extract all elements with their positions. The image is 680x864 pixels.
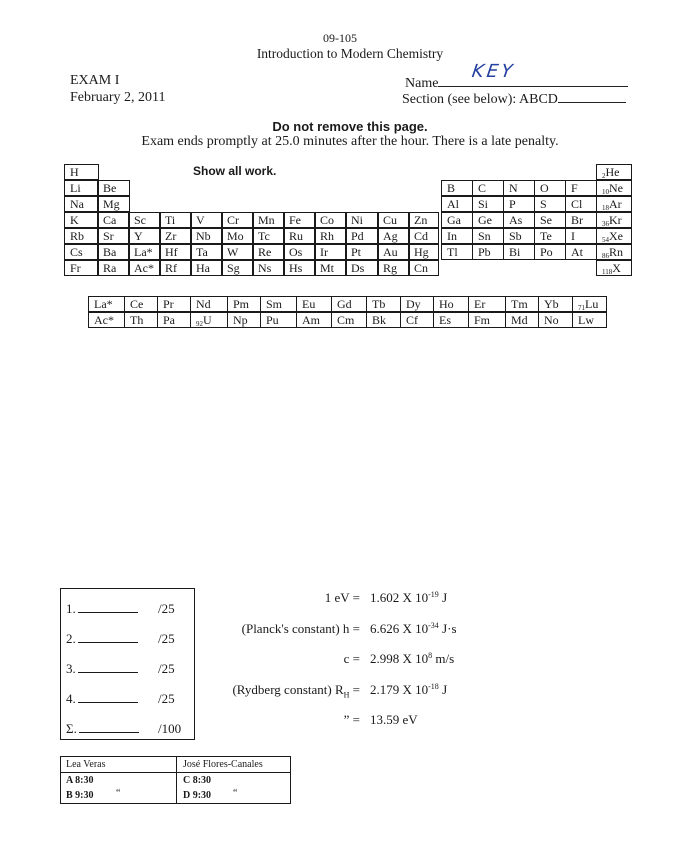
section-b: B 9:30 <box>66 790 94 801</box>
element-cell-gd: Gd <box>331 296 367 312</box>
element-cell-mg: Mg <box>97 196 130 212</box>
element-cell-ce: Ce <box>124 296 158 312</box>
element-cell-tl: Tl <box>441 244 473 260</box>
element-cell-cf: Cf <box>400 312 434 328</box>
element-cell-71lu: $_{71}$Lu <box>572 296 607 312</box>
element-cell-tc: Tc <box>252 228 285 244</box>
element-cell-sc: Sc <box>128 212 161 228</box>
element-cell-nb: Nb <box>190 228 223 244</box>
element-cell-te: Te <box>534 228 566 244</box>
score-label: 3. <box>66 661 76 676</box>
element-cell-cu: Cu <box>377 212 410 228</box>
element-cell-ac: Ac* <box>88 312 125 328</box>
element-cell-pu: Pu <box>260 312 297 328</box>
element-cell-in: In <box>441 228 473 244</box>
element-cell-mt: Mt <box>314 260 347 276</box>
element-cell-hs: Hs <box>283 260 316 276</box>
element-cell-cm: Cm <box>331 312 367 328</box>
element-cell-h: H <box>64 164 99 180</box>
element-cell-br: Br <box>565 212 597 228</box>
element-cell-sb: Sb <box>503 228 535 244</box>
element-cell-k: K <box>64 212 99 228</box>
element-cell-rb: Rb <box>64 228 99 244</box>
element-cell-ac: Ac* <box>128 260 161 276</box>
ditto-mark-1: “ <box>116 788 121 799</box>
element-cell-bk: Bk <box>366 312 401 328</box>
score-points: /25 <box>158 691 175 706</box>
element-cell-fe: Fe <box>283 212 316 228</box>
sections-box <box>60 756 291 804</box>
section-a: A 8:30 <box>66 775 94 786</box>
element-cell-tb: Tb <box>366 296 401 312</box>
element-cell-al: Al <box>441 196 473 212</box>
element-cell-se: Se <box>534 212 566 228</box>
element-cell-li: Li <box>64 180 99 196</box>
element-cell-ca: Ca <box>97 212 130 228</box>
constant-label: 1 eV = <box>324 590 360 605</box>
constant-label: ” = <box>343 712 360 727</box>
element-cell-th: Th <box>124 312 158 328</box>
element-cell-pd: Pd <box>345 228 379 244</box>
element-cell-sg: Sg <box>221 260 254 276</box>
constant-value: 2.179 X $10^{-18}$ J <box>370 682 448 697</box>
element-cell-pb: Pb <box>472 244 504 260</box>
instructor-2: José Flores-Canales <box>183 759 263 770</box>
element-cell-c: C <box>472 180 504 196</box>
element-cell-hf: Hf <box>159 244 192 260</box>
element-cell-hg: Hg <box>408 244 439 260</box>
element-cell-ta: Ta <box>190 244 223 260</box>
element-cell-sn: Sn <box>472 228 504 244</box>
element-cell-la: La* <box>128 244 161 260</box>
element-cell-re: Re <box>252 244 285 260</box>
element-cell-ir: Ir <box>314 244 347 260</box>
element-cell-be: Be <box>97 180 130 196</box>
element-cell-dy: Dy <box>400 296 434 312</box>
element-cell-ni: Ni <box>345 212 379 228</box>
element-cell-ha: Ha <box>190 260 223 276</box>
constant-label: (Planck's constant) h = <box>241 621 360 636</box>
course-code: 09-105 <box>323 31 357 45</box>
constant-label: c = <box>343 651 360 666</box>
element-cell-am: Am <box>296 312 332 328</box>
element-cell-pr: Pr <box>157 296 191 312</box>
score-points: /25 <box>158 661 175 676</box>
element-cell-na: Na <box>64 196 99 212</box>
element-cell-si: Si <box>472 196 504 212</box>
element-cell-i: I <box>565 228 597 244</box>
element-cell-zn: Zn <box>408 212 439 228</box>
element-cell-cs: Cs <box>64 244 99 260</box>
score-box <box>60 588 195 740</box>
section-c: C 8:30 <box>183 775 212 786</box>
element-cell-tm: Tm <box>505 296 539 312</box>
constant-label: (Rydberg constant) $R_H$ = <box>232 682 360 700</box>
element-cell-sm: Sm <box>260 296 297 312</box>
element-cell-yb: Yb <box>538 296 573 312</box>
element-cell-o: O <box>534 180 566 196</box>
score-row-5 <box>66 721 182 737</box>
element-cell-v: V <box>190 212 223 228</box>
name-value-handwritten: KEY <box>470 61 518 82</box>
constant-value: 13.59 eV <box>370 712 418 727</box>
score-label: 1. <box>66 601 76 616</box>
score-points: /100 <box>158 721 182 736</box>
element-cell-ge: Ge <box>472 212 504 228</box>
element-cell-2he: $_2$He <box>596 164 632 180</box>
instructor-1: Lea Veras <box>66 759 106 770</box>
element-cell-bi: Bi <box>503 244 535 260</box>
score-points: /25 <box>158 601 175 616</box>
score-label: 2. <box>66 631 76 646</box>
exam-name: EXAM I <box>70 73 120 88</box>
element-cell-36kr: $_{36}$Kr <box>596 212 632 228</box>
score-points: /25 <box>158 631 175 646</box>
element-cell-no: No <box>538 312 573 328</box>
element-cell-ru: Ru <box>283 228 316 244</box>
element-cell-er: Er <box>468 296 506 312</box>
exam-date: February 2, 2011 <box>70 90 166 105</box>
element-cell-md: Md <box>505 312 539 328</box>
element-cell-cr: Cr <box>221 212 254 228</box>
element-cell-rg: Rg <box>377 260 410 276</box>
element-cell-au: Au <box>377 244 410 260</box>
element-cell-fr: Fr <box>64 260 99 276</box>
element-cell-np: Np <box>227 312 261 328</box>
element-cell-cl: Cl <box>565 196 597 212</box>
section-label: Section (see below): ABCD <box>402 92 558 107</box>
name-label: Name <box>405 76 439 91</box>
element-cell-cd: Cd <box>408 228 439 244</box>
element-cell-pa: Pa <box>157 312 191 328</box>
element-cell-118x: $_{118}$X <box>596 260 632 276</box>
element-cell-ba: Ba <box>97 244 130 260</box>
score-row-1 <box>66 601 175 617</box>
score-blank[interactable] <box>78 692 138 703</box>
element-cell-s: S <box>534 196 566 212</box>
element-cell-f: F <box>565 180 597 196</box>
element-cell-nd: Nd <box>190 296 228 312</box>
section-field <box>402 90 626 108</box>
element-cell-ns: Ns <box>252 260 285 276</box>
constant-value: 6.626 X $10^{-34}$ J·s <box>370 621 457 636</box>
element-cell-po: Po <box>534 244 566 260</box>
element-cell-es: Es <box>433 312 469 328</box>
show-work-label: Show all work. <box>193 164 277 178</box>
element-cell-y: Y <box>128 228 161 244</box>
element-cell-ga: Ga <box>441 212 473 228</box>
score-label: 4. <box>66 691 76 706</box>
element-cell-rf: Rf <box>159 260 192 276</box>
element-cell-eu: Eu <box>296 296 332 312</box>
element-cell-n: N <box>503 180 535 196</box>
course-title: Introduction to Modern Chemistry <box>256 46 444 61</box>
score-blank[interactable] <box>79 722 139 733</box>
element-cell-ra: Ra <box>97 260 130 276</box>
element-cell-ds: Ds <box>345 260 379 276</box>
element-cell-p: P <box>503 196 535 212</box>
score-blank[interactable] <box>78 602 138 613</box>
section-d: D 9:30 <box>183 790 212 801</box>
element-cell-co: Co <box>314 212 347 228</box>
element-cell-fm: Fm <box>468 312 506 328</box>
score-label: Σ. <box>66 721 77 736</box>
score-blank[interactable] <box>78 632 138 643</box>
element-cell-10ne: $_{10}$Ne <box>596 180 632 196</box>
element-cell-la: La* <box>88 296 125 312</box>
element-cell-ag: Ag <box>377 228 410 244</box>
score-blank[interactable] <box>78 662 138 673</box>
element-cell-pt: Pt <box>345 244 379 260</box>
score-row-3 <box>66 661 175 677</box>
element-cell-ho: Ho <box>433 296 469 312</box>
element-cell-mo: Mo <box>221 228 254 244</box>
constant-value: 2.998 X $10^8$ m/s <box>370 651 455 666</box>
constant-value: 1.602 X $10^{-19}$ J <box>370 590 448 605</box>
late-penalty-notice: Exam ends promptly at 25.0 minutes after the hour. There is a late penalty. <box>141 134 559 149</box>
element-cell-ti: Ti <box>159 212 192 228</box>
element-cell-92u: $_{92}$U <box>190 312 228 328</box>
element-cell-os: Os <box>283 244 316 260</box>
element-cell-54xe: $_{54}$Xe <box>596 228 632 244</box>
element-cell-lw: Lw <box>572 312 607 328</box>
element-cell-86rn: $_{86}$Rn <box>596 244 632 260</box>
element-cell-pm: Pm <box>227 296 261 312</box>
element-cell-sr: Sr <box>97 228 130 244</box>
score-row-4 <box>66 691 175 707</box>
element-cell-mn: Mn <box>252 212 285 228</box>
element-cell-w: W <box>221 244 254 260</box>
score-row-2 <box>66 631 175 647</box>
element-cell-at: At <box>565 244 597 260</box>
ditto-mark-2: “ <box>233 788 238 799</box>
element-cell-rh: Rh <box>314 228 347 244</box>
element-cell-cn: Cn <box>408 260 439 276</box>
element-cell-b: B <box>441 180 473 196</box>
element-cell-zr: Zr <box>159 228 192 244</box>
do-not-remove-notice: Do not remove this page. <box>272 119 428 134</box>
element-cell-18ar: $_{18}$Ar <box>596 196 632 212</box>
element-cell-as: As <box>503 212 535 228</box>
